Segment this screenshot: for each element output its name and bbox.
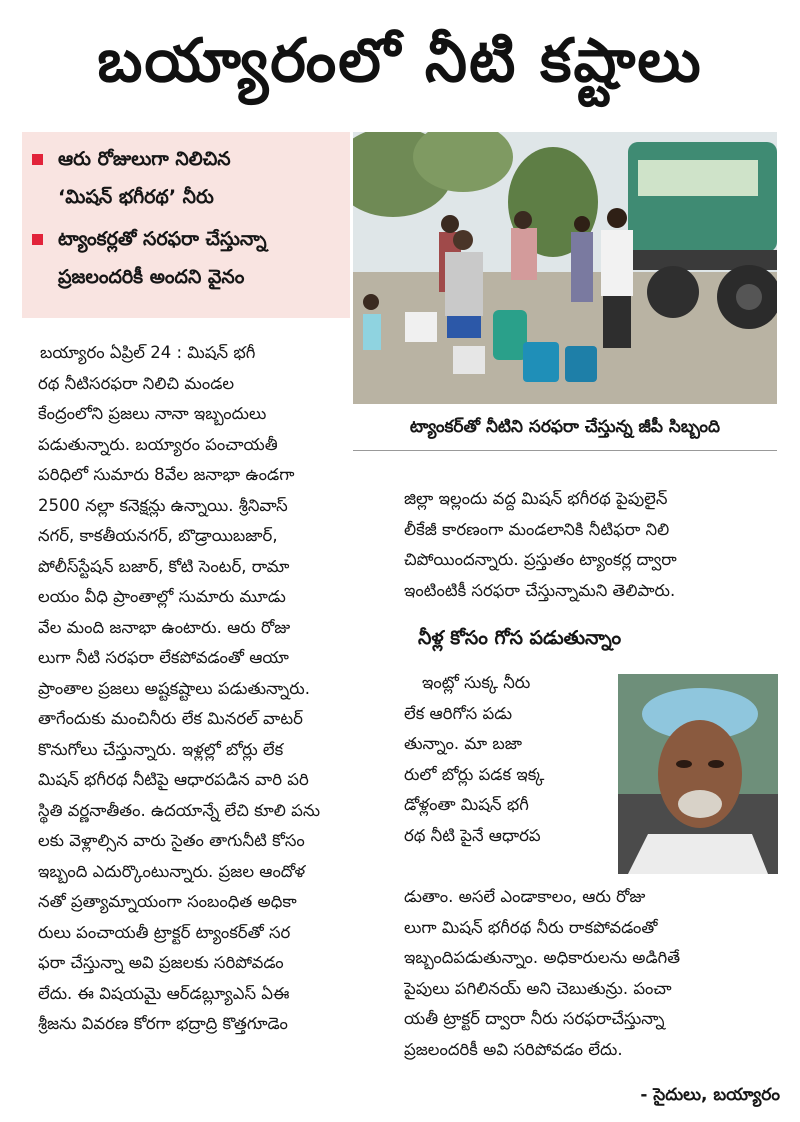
quote-line: యతీ ట్రాక్టర్ ద్వారా నీరు సరఫరాచేస్తున్నా — [404, 1009, 665, 1028]
body-line: నతో ప్రత్యామ్నాయంగా సంబంధిత అధికా — [38, 892, 297, 911]
body-line: నగర్, కాకతీయనగర్, బొడ్రాయిబజార్, — [38, 526, 278, 545]
photo-caption: ట్యాంకర్‌తో నీటిని సరఫరా చేస్తున్న జీపీ సిబ్బంది — [353, 404, 777, 451]
body-line: వేల మంది జనాభా ఉంటారు. ఆరు రోజు — [38, 617, 291, 637]
portrait-photo — [618, 674, 778, 874]
body-line: స్థితి వర్ణనాతీతం. ఉదయాన్నే లేచి కూలి పను — [38, 800, 321, 820]
water-tanker-scene-image — [353, 132, 777, 404]
quote-line: రులో బోర్లు పడక ఇక్క — [404, 764, 545, 784]
quote-line: ఇబ్బందిపడుతున్నాం. అధికారులను అడిగితే — [404, 948, 681, 967]
square-bullet-icon — [32, 234, 43, 245]
highlight-item — [58, 140, 342, 216]
highlights-box — [22, 132, 350, 318]
quote-text-full — [404, 882, 780, 1065]
body-line: రులు పంచాయతీ ట్రాక్టర్ ట్యాంకర్‌తో సర — [38, 922, 291, 942]
quote-line: ఇంట్లో సుక్క నీరు — [422, 673, 531, 692]
highlight-line: ప్రజలందరికీ అందని వైనం — [58, 266, 245, 288]
elderly-man-portrait-image — [618, 674, 778, 874]
body-line: తాగేందుకు మంచినీరు లేక మినరల్ వాటర్ — [38, 709, 303, 728]
body-line: జిల్లా ఇల్లందు వద్ద మిషన్ భగీరథ పైపులైన్ — [404, 489, 668, 508]
body-line: ప్రాంతాల ప్రజలు అష్టకష్టాలు పడుతున్నారు. — [38, 678, 310, 698]
quote-line: పైపులు పగిలినయ్ అని చెబుతున్రు. పంచా — [404, 978, 672, 998]
highlight-line: ‘మిషన్ భగీరథ’ నీరు — [58, 186, 214, 208]
headline: బయ్యారంలో నీటి కష్టాలు — [97, 26, 703, 96]
article-body-left — [38, 338, 384, 1040]
quote-line: లుగా మిషన్ భగీరథ నీరు రాకపోవడంతో — [404, 917, 658, 937]
body-line: కేంద్రంలోని ప్రజలు నానా ఇబ్బందులు — [38, 404, 267, 423]
body-line: ఇంటింటికీ సరఫరా చేస్తున్నామని తెలిపారు. — [404, 580, 676, 600]
body-line: రథ నీటిసరఫరా నిలిచి మండల — [38, 373, 235, 393]
square-bullet-icon — [32, 154, 43, 165]
body-line: బయ్యారం ఏప్రిల్ 24 : మిషన్ భగీ — [40, 343, 256, 362]
body-line: మిషన్ భగీరథ నీటిపై ఆధారపడిన వారి పరి — [38, 770, 309, 789]
body-line: లకు వెళ్లాల్సిన వారు సైతం తాగునీటి కోసం — [38, 831, 305, 850]
quote-line: ప్రజలందరికీ అవి సరిపోవడం లేదు. — [404, 1039, 623, 1059]
quote-byline: - సైదులు, బయ్యారం — [640, 1085, 780, 1105]
body-line: శ్రీజను వివరణ కోరగా భద్రాద్రి కొత్తగూడెం — [38, 1014, 288, 1033]
quote-line: డుతాం. అసలే ఎండాకాలం, ఆరు రోజు — [404, 887, 646, 906]
body-line: కొనుగోలు చేస్తున్నారు. ఇళ్లల్లో బోర్లు లేక — [38, 739, 284, 759]
body-line: ఫరా చేస్తున్నా అవి ప్రజలకు సరిపోవడం — [38, 953, 284, 972]
highlight-item — [58, 220, 342, 296]
news-photo — [353, 132, 777, 404]
body-line: పరిధిలో సుమారు 8వేల జనాభా ఉండగా — [38, 465, 295, 484]
highlight-line: ట్యాంకర్లతో సరఫరా చేస్తున్నా — [58, 228, 267, 250]
body-line: పడుతున్నారు. బయ్యారం పంచాయతీ — [38, 434, 278, 454]
highlight-line: ఆరు రోజులుగా నిలిచిన — [58, 148, 231, 170]
quote-line: డోళ్లంతా మిషన్ భగీ — [404, 795, 529, 814]
body-line: లీకేజీ కారణంగా మండలానికి నీటిఫరా నిలి — [404, 519, 670, 539]
body-line: లయం వీధి ప్రాంతాల్లో సుమారు మూడు — [38, 587, 286, 606]
quote-line: లేక ఆరిగోస పడు — [404, 703, 513, 723]
quote-text-wrapped — [404, 668, 610, 851]
body-line: 2500 నల్లా కనెక్షన్లు ఉన్నాయి. శ్రీనివాస్ — [38, 495, 288, 515]
subheading: నీళ్ల కోసం గోస పడుతున్నాం — [418, 627, 622, 649]
body-line: లుగా నీటి సరఫరా లేకపోవడంతో ఆయా — [38, 648, 289, 667]
article-body-right — [404, 484, 780, 606]
body-line: ఇబ్బంది ఎదుర్కొంటున్నారు. ప్రజల ఆందోళ — [38, 861, 306, 881]
body-line: పోలీస్‌స్టేషన్ బజార్, కోటి సెంటర్, రామా — [38, 556, 290, 576]
quote-line: రథ నీటి పైనే ఆధారప — [404, 825, 541, 845]
body-line: లేదు. ఈ విషయమై ఆర్‌డబ్ల్యూఎస్ ఏఈ — [38, 983, 290, 1003]
quote-line: తున్నాం. మా బజా — [404, 734, 522, 753]
body-line: చిపోయిందన్నారు. ప్రస్తుతం ట్యాంకర్ల ద్వారా — [404, 550, 677, 569]
